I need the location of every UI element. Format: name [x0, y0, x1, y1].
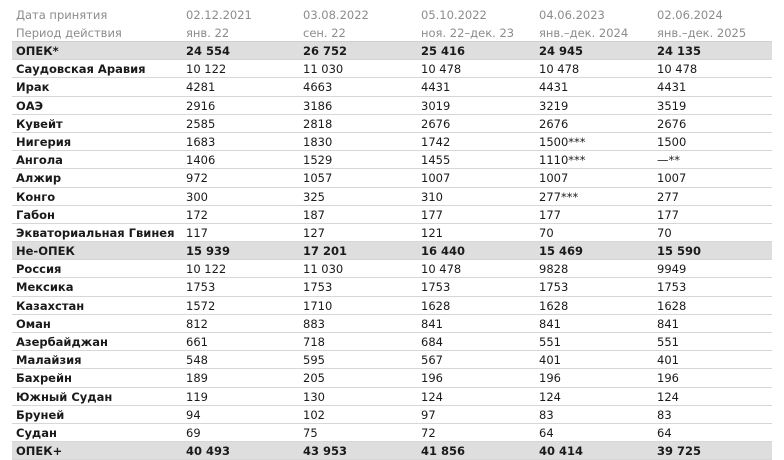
- date-col-1: 02.12.2021: [186, 8, 252, 22]
- period-col-2: сен. 22: [303, 26, 346, 40]
- table-row: [12, 351, 772, 369]
- row-value-col-4: 1110***: [539, 153, 586, 168]
- row-value-col-3: 1007: [421, 171, 451, 186]
- row-value-col-5: 551: [657, 335, 679, 349]
- row-value-col-1: 1572: [186, 298, 216, 313]
- row-value-col-5: 64: [657, 425, 672, 440]
- row-value-col-1: 300: [186, 189, 208, 204]
- row-value-col-2: 3186: [303, 98, 333, 113]
- row-value-col-4: 1500***: [539, 134, 586, 149]
- row-value-col-1: 10 122: [186, 262, 227, 277]
- row-value-col-5: 10 478: [657, 62, 698, 77]
- row-country-name: Экваториальная Гвинея: [16, 225, 175, 240]
- row-value-col-1: 812: [186, 316, 208, 331]
- table-group-row: [12, 442, 772, 460]
- row-value-col-3: 567: [421, 353, 443, 368]
- row-value-col-3: 41 856: [421, 444, 466, 459]
- table-row: [12, 315, 772, 333]
- row-value-col-1: 24 554: [186, 44, 231, 58]
- table-row: [12, 206, 772, 224]
- row-value-col-5: 196: [657, 371, 679, 386]
- row-value-col-2: 11 030: [303, 262, 344, 277]
- row-value-col-1: 15 939: [186, 244, 231, 259]
- row-value-col-4: 9828: [539, 262, 569, 277]
- row-value-col-4: 196: [539, 371, 561, 386]
- date-col-4: 04.06.2023: [539, 8, 605, 22]
- row-value-col-3: 841: [421, 316, 443, 331]
- period-col-1: янв. 22: [186, 26, 230, 40]
- table-row: [12, 97, 772, 115]
- header-row-periods: [12, 24, 772, 42]
- table-row: [12, 188, 772, 206]
- table-row: [12, 224, 772, 242]
- row-country-name: ОПЕК+: [16, 444, 63, 459]
- row-value-col-2: 595: [303, 353, 325, 368]
- row-value-col-5: 3519: [657, 98, 687, 113]
- row-value-col-2: 883: [303, 316, 325, 331]
- table-group-row: [12, 42, 772, 60]
- opec-quota-table: [12, 6, 772, 460]
- table-row: [12, 424, 772, 442]
- table-row: [12, 278, 772, 296]
- date-col-2: 03.08.2022: [303, 8, 369, 22]
- row-value-col-4: 551: [539, 335, 561, 349]
- row-value-col-4: 124: [539, 389, 561, 404]
- row-value-col-1: 972: [186, 171, 208, 186]
- row-value-col-1: 69: [186, 425, 201, 440]
- row-value-col-1: 2916: [186, 98, 216, 113]
- table-group-row: [12, 242, 772, 260]
- row-value-col-4: 70: [539, 225, 554, 240]
- row-value-col-1: 94: [186, 407, 201, 422]
- row-value-col-5: 4431: [657, 80, 687, 95]
- table-row: [12, 60, 772, 78]
- row-value-col-3: 310: [421, 189, 443, 204]
- row-value-col-3: 124: [421, 389, 443, 404]
- row-value-col-1: 661: [186, 335, 208, 349]
- date-col-5: 02.06.2024: [657, 8, 723, 22]
- row-value-col-1: 1683: [186, 134, 216, 149]
- row-value-col-4: 64: [539, 425, 554, 440]
- table-row: [12, 78, 772, 96]
- row-country-name: Казахстан: [16, 298, 85, 313]
- row-country-name: Россия: [16, 262, 62, 277]
- row-country-name: Саудовская Аравия: [16, 62, 146, 77]
- row-value-col-5: 24 135: [657, 44, 702, 58]
- row-value-col-4: 401: [539, 353, 561, 368]
- row-value-col-1: 1753: [186, 280, 216, 295]
- row-value-col-1: 117: [186, 225, 208, 240]
- row-value-col-1: 10 122: [186, 62, 227, 77]
- row-value-col-2: 1529: [303, 153, 333, 168]
- table-row: [12, 388, 772, 406]
- row-value-col-5: 1007: [657, 171, 687, 186]
- row-value-col-5: 401: [657, 353, 679, 368]
- row-value-col-4: 10 478: [539, 62, 580, 77]
- row-value-col-3: 196: [421, 371, 443, 386]
- row-value-col-4: 4431: [539, 80, 569, 95]
- row-value-col-4: 83: [539, 407, 554, 422]
- row-value-col-3: 2676: [421, 116, 451, 131]
- period-col-4: янв.–дек. 2024: [539, 26, 629, 40]
- row-value-col-3: 10 478: [421, 62, 462, 77]
- row-value-col-3: 1742: [421, 134, 451, 149]
- row-value-col-4: 1007: [539, 171, 569, 186]
- header-row-dates: [12, 6, 772, 24]
- row-value-col-5: 9949: [657, 262, 687, 277]
- row-value-col-2: 1830: [303, 134, 333, 149]
- row-value-col-4: 1628: [539, 298, 569, 313]
- row-value-col-2: 17 201: [303, 244, 348, 259]
- row-country-name: Кувейт: [16, 116, 63, 131]
- row-country-name: Бруней: [16, 407, 65, 422]
- row-value-col-4: 277***: [539, 189, 579, 204]
- row-value-col-3: 25 416: [421, 44, 466, 58]
- row-value-col-2: 1753: [303, 280, 333, 295]
- row-value-col-2: 4663: [303, 80, 333, 95]
- table-row: [12, 369, 772, 387]
- row-value-col-5: 83: [657, 407, 672, 422]
- row-value-col-2: 1057: [303, 171, 333, 186]
- row-country-name: Малайзия: [16, 353, 82, 368]
- row-value-col-2: 325: [303, 189, 325, 204]
- period-label: Период действия: [16, 26, 122, 40]
- table-row: [12, 406, 772, 424]
- row-country-name: Ирак: [16, 80, 50, 95]
- date-col-3: 05.10.2022: [421, 8, 487, 22]
- row-value-col-4: 841: [539, 316, 561, 331]
- table-body: [12, 42, 772, 460]
- row-value-col-2: 26 752: [303, 44, 348, 58]
- row-value-col-3: 10 478: [421, 262, 462, 277]
- row-value-col-1: 2585: [186, 116, 216, 131]
- date-label: Дата принятия: [16, 8, 108, 22]
- row-value-col-4: 40 414: [539, 444, 584, 459]
- row-country-name: Бахрейн: [16, 371, 72, 386]
- row-value-col-3: 177: [421, 207, 443, 222]
- row-value-col-2: 75: [303, 425, 318, 440]
- row-value-col-1: 119: [186, 389, 208, 404]
- row-country-name: Ангола: [16, 153, 63, 168]
- row-country-name: Мексика: [16, 280, 74, 295]
- row-value-col-1: 40 493: [186, 444, 231, 459]
- row-country-name: ОПЕК*: [16, 44, 59, 58]
- row-value-col-5: 39 725: [657, 444, 702, 459]
- row-value-col-4: 177: [539, 207, 561, 222]
- table-row: [12, 297, 772, 315]
- row-value-col-2: 130: [303, 389, 325, 404]
- table-row: [12, 169, 772, 187]
- row-value-col-5: 70: [657, 225, 672, 240]
- table-row: [12, 115, 772, 133]
- row-value-col-5: 277: [657, 189, 679, 204]
- row-value-col-3: 16 440: [421, 244, 466, 259]
- row-value-col-2: 102: [303, 407, 325, 422]
- row-value-col-3: 121: [421, 225, 443, 240]
- row-value-col-3: 72: [421, 425, 436, 440]
- row-country-name: Оман: [16, 316, 51, 331]
- row-value-col-1: 4281: [186, 80, 216, 95]
- row-value-col-5: 841: [657, 316, 679, 331]
- row-country-name: Судан: [16, 425, 57, 440]
- period-col-5: янв.–дек. 2025: [657, 26, 747, 40]
- row-value-col-3: 4431: [421, 80, 451, 95]
- row-country-name: Южный Судан: [16, 389, 113, 404]
- row-value-col-1: 1406: [186, 153, 216, 168]
- row-value-col-5: 124: [657, 389, 679, 404]
- period-col-3: ноя. 22–дек. 23: [421, 26, 515, 40]
- row-value-col-2: 127: [303, 225, 325, 240]
- row-value-col-2: 43 953: [303, 444, 348, 459]
- row-value-col-4: 2676: [539, 116, 569, 131]
- row-value-col-5: 1753: [657, 280, 687, 295]
- row-country-name: Конго: [16, 189, 56, 204]
- row-value-col-2: 718: [303, 335, 325, 349]
- row-country-name: Алжир: [16, 171, 62, 186]
- row-value-col-1: 172: [186, 207, 208, 222]
- row-country-name: Азербайджан: [16, 335, 108, 349]
- row-value-col-3: 97: [421, 407, 436, 422]
- row-value-col-3: 684: [421, 335, 443, 349]
- row-value-col-1: 189: [186, 371, 208, 386]
- row-value-col-5: 15 590: [657, 244, 702, 259]
- row-value-col-2: 1710: [303, 298, 333, 313]
- row-value-col-3: 1753: [421, 280, 451, 295]
- row-value-col-3: 1628: [421, 298, 451, 313]
- row-value-col-5: —**: [657, 153, 680, 168]
- row-value-col-3: 1455: [421, 153, 451, 168]
- row-value-col-2: 11 030: [303, 62, 344, 77]
- row-value-col-4: 24 945: [539, 44, 584, 58]
- row-value-col-4: 15 469: [539, 244, 584, 259]
- row-value-col-2: 2818: [303, 116, 333, 131]
- row-country-name: Не-ОПЕК: [16, 244, 75, 259]
- table-row: [12, 133, 772, 151]
- row-value-col-1: 548: [186, 353, 208, 368]
- table-row: [12, 151, 772, 169]
- row-value-col-2: 187: [303, 207, 325, 222]
- row-value-col-5: 1628: [657, 298, 687, 313]
- row-country-name: ОАЭ: [16, 98, 44, 113]
- row-value-col-4: 3219: [539, 98, 569, 113]
- table-row: [12, 333, 772, 351]
- row-value-col-4: 1753: [539, 280, 569, 295]
- row-country-name: Нигерия: [16, 134, 72, 149]
- row-value-col-5: 177: [657, 207, 679, 222]
- row-country-name: Габон: [16, 207, 55, 222]
- row-value-col-5: 2676: [657, 116, 687, 131]
- row-value-col-3: 3019: [421, 98, 451, 113]
- row-value-col-2: 205: [303, 371, 325, 386]
- table-row: [12, 260, 772, 278]
- row-value-col-5: 1500: [657, 134, 687, 149]
